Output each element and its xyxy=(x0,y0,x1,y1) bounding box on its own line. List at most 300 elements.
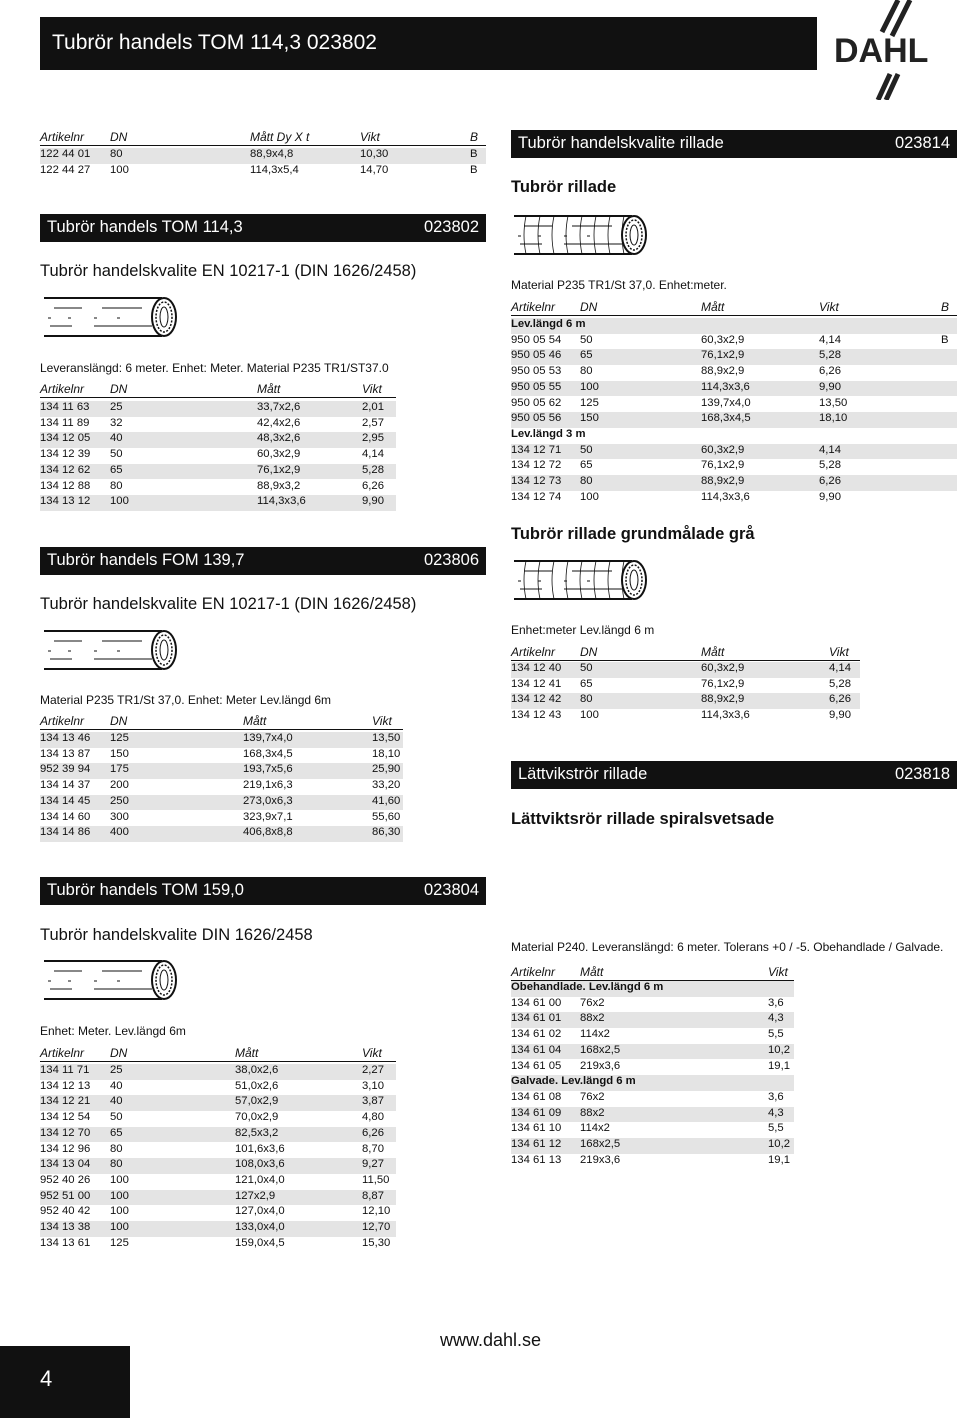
pipe-illustration xyxy=(42,625,182,675)
table-cell: 134 12 62 xyxy=(40,463,91,476)
table-cell: 127,0x4,0 xyxy=(235,1205,285,1218)
section-bar-023804: Tubrör handels TOM 159,0 023804 xyxy=(40,877,486,905)
table-cell: 134 12 74 xyxy=(511,490,562,503)
table-cell: 10,2 xyxy=(768,1138,790,1150)
table-cell: 6,26 xyxy=(819,475,841,487)
table-header: Artikelnr Mått Vikt xyxy=(511,965,794,981)
section-note: Material P240. Leveranslängd: 6 meter. Tolerans +0 / -5. Obehandlade / Galvade. xyxy=(511,940,944,954)
table-row xyxy=(511,678,860,694)
page-number: 4 xyxy=(40,1366,53,1391)
section-note: Material P235 TR1/St 37,0. Enhet: Meter Lev.längd 6m xyxy=(40,693,332,707)
table-cell: 5,28 xyxy=(829,677,851,690)
table-cell: 38,0x2,6 xyxy=(235,1064,279,1076)
table-row xyxy=(511,1012,794,1028)
table-cell: 108,0x3,6 xyxy=(235,1158,285,1171)
table-cell: 65 xyxy=(580,349,593,362)
table-row xyxy=(511,1060,794,1076)
table-cell: 134 14 45 xyxy=(40,794,91,807)
table-cell: 88,9x4,8 xyxy=(250,148,294,160)
table-cell: 134 12 41 xyxy=(511,677,562,690)
table-row xyxy=(40,1127,396,1143)
table-cell: 4,14 xyxy=(819,443,841,456)
table-cell: 134 61 08 xyxy=(511,1090,562,1103)
table-row xyxy=(40,1080,396,1096)
section-bar-023802: Tubrör handels TOM 114,3 023802 xyxy=(40,214,486,242)
table-cell: 5,28 xyxy=(819,459,841,472)
table-row xyxy=(40,732,403,748)
table-cell: 134 11 71 xyxy=(40,1064,90,1076)
table-cell: 134 61 04 xyxy=(511,1043,562,1056)
table-row xyxy=(40,748,403,764)
table-cell: 5,5 xyxy=(768,1028,784,1041)
table-cell: 134 13 38 xyxy=(40,1221,91,1233)
table-cell: 114,3x3,6 xyxy=(257,495,306,508)
table-cell: 100 xyxy=(110,163,129,176)
table-cell: 88x2 xyxy=(580,1106,605,1119)
table-cell: 10,2 xyxy=(768,1043,790,1056)
table-cell: 4,14 xyxy=(819,333,841,346)
table-cell: 2,27 xyxy=(362,1064,384,1076)
section-subtitle: Tubrör handelskvalite EN 10217-1 (DIN 1626/2458) xyxy=(40,262,417,280)
table-cell: 88,9x2,9 xyxy=(701,693,745,706)
table-row xyxy=(40,148,486,164)
table-header: Artikelnr DN Mått Vikt xyxy=(40,1046,396,1062)
pipe-illustration-ribbed xyxy=(512,210,652,260)
table-cell: 88,9x2,9 xyxy=(701,365,745,378)
table-cell: 33,20 xyxy=(372,779,401,792)
table-cell: 134 61 13 xyxy=(511,1153,562,1166)
table-cell: 9,27 xyxy=(362,1158,384,1171)
section-subtitle: Tubrör rillade grundmålade grå xyxy=(511,525,755,543)
section-subtitle: Tubrör handelskvalite DIN 1626/2458 xyxy=(40,926,313,944)
table-cell: B xyxy=(470,163,478,176)
table-row xyxy=(40,495,396,511)
page-title-bar xyxy=(40,17,817,70)
table-cell: 3,6 xyxy=(768,996,784,1009)
table-cell: 70,0x2,9 xyxy=(235,1111,279,1124)
ribbed-pipe-icon xyxy=(512,210,652,260)
table-cell: 950 05 62 xyxy=(511,396,562,409)
table-cell: 80 xyxy=(110,479,123,492)
pipe-illustration xyxy=(42,955,182,1005)
table-cell: 134 12 73 xyxy=(511,475,562,487)
table-cell: 4,14 xyxy=(829,662,851,674)
table-cell: 114x2 xyxy=(580,1122,610,1135)
table-cell: 114,3x3,6 xyxy=(701,380,750,393)
table-cell: 134 61 00 xyxy=(511,996,562,1009)
table-cell: 219x3,6 xyxy=(580,1153,621,1166)
table-cell: 134 61 05 xyxy=(511,1059,562,1072)
table-header: Artikelnr DN Mått Vikt B xyxy=(511,300,957,316)
table-cell: 40 xyxy=(110,432,123,445)
table-cell: 193,7x5,6 xyxy=(243,763,293,776)
table-cell: 134 12 13 xyxy=(40,1079,91,1092)
table-cell: 134 13 46 xyxy=(40,732,91,744)
pipe-icon xyxy=(42,292,182,342)
table-row xyxy=(40,826,403,842)
table-cell: 168x2,5 xyxy=(580,1043,621,1056)
table-row xyxy=(40,1111,396,1127)
table-row xyxy=(40,1174,396,1190)
table-cell: 9,90 xyxy=(362,495,384,508)
table-cell: 406,8x8,8 xyxy=(243,826,293,839)
table-cell: 8,87 xyxy=(362,1189,384,1202)
table-row xyxy=(40,1158,396,1174)
table-cell: 6,26 xyxy=(362,479,384,492)
table-cell: 12,10 xyxy=(362,1205,391,1218)
table-cell: 134 13 12 xyxy=(40,495,91,508)
table-cell: 5,28 xyxy=(819,349,841,362)
table-row xyxy=(511,459,957,475)
table-cell: 4,80 xyxy=(362,1111,384,1124)
table-cell: 9,90 xyxy=(819,380,841,393)
table-cell: 950 05 56 xyxy=(511,412,562,425)
table-cell: 952 51 00 xyxy=(40,1189,91,1202)
table-cell: 100 xyxy=(110,1221,129,1233)
table-cell: 134 12 72 xyxy=(511,459,562,472)
table-cell: 134 13 87 xyxy=(40,747,91,760)
table-cell: 134 11 89 xyxy=(40,416,90,429)
table-cell: 33,7x2,6 xyxy=(257,401,301,413)
section-bar-023814: Tubrör handelskvalite rillade 023814 xyxy=(511,130,957,158)
table-cell: 950 05 55 xyxy=(511,380,562,393)
table-cell: 950 05 53 xyxy=(511,365,562,378)
table-cell: 80 xyxy=(110,148,123,160)
table-cell: 65 xyxy=(580,459,593,472)
table-cell: 125 xyxy=(110,1236,129,1249)
table-row xyxy=(511,491,957,507)
table-cell: 134 12 54 xyxy=(40,1111,91,1124)
table-row xyxy=(40,417,396,433)
table-row xyxy=(40,1205,396,1221)
section-note: Material P235 TR1/St 37,0. Enhet:meter. xyxy=(511,278,727,292)
table-cell: 200 xyxy=(110,779,129,792)
table-cell: 134 61 10 xyxy=(511,1122,562,1135)
table-group-label xyxy=(511,318,957,334)
table-cell: 127x2,9 xyxy=(235,1189,276,1202)
table-cell: 300 xyxy=(110,810,129,823)
table-cell: 15,30 xyxy=(362,1236,391,1249)
table-row xyxy=(40,1143,396,1159)
table-header: Artikelnr DN Mått Vikt xyxy=(40,382,396,398)
table-cell: 139,7x4,0 xyxy=(243,732,293,744)
table-cell: 80 xyxy=(110,1142,123,1155)
table-cell: 76,1x2,9 xyxy=(257,463,301,476)
table-cell: 9,90 xyxy=(829,709,851,722)
table-cell: 50 xyxy=(110,448,123,461)
table-cell: 19,1 xyxy=(768,1153,790,1166)
table-row xyxy=(40,1221,396,1237)
table-header: Artikelnr DN Mått Vikt xyxy=(511,645,860,661)
table-cell: 88,9x3,2 xyxy=(257,479,301,492)
table-cell: 134 14 60 xyxy=(40,810,91,823)
table-row xyxy=(40,480,396,496)
table-cell: 88x2 xyxy=(580,1012,605,1025)
table-cell: 65 xyxy=(110,1126,123,1139)
table-row xyxy=(40,464,396,480)
table-cell: 82,5x3,2 xyxy=(235,1126,279,1139)
table-cell: 125 xyxy=(580,396,599,409)
table-cell: 40 xyxy=(110,1095,123,1108)
table-cell: 100 xyxy=(580,490,599,503)
logo-text: DAHL xyxy=(834,32,929,70)
table-cell: 80 xyxy=(580,693,593,706)
table-group-label xyxy=(511,428,957,444)
section-subtitle: Lättviktsrör rillade spiralsvetsade xyxy=(511,810,775,828)
table-cell: 100 xyxy=(110,495,129,508)
table-cell: 48,3x2,6 xyxy=(257,432,301,445)
table-row xyxy=(511,365,957,381)
table-cell: 76x2 xyxy=(580,1090,605,1103)
table-row xyxy=(40,401,396,417)
table-cell: 134 14 37 xyxy=(40,779,91,792)
table-cell: 76,1x2,9 xyxy=(701,349,745,362)
table-row xyxy=(40,164,486,180)
table-row xyxy=(511,412,957,428)
table-cell: 6,26 xyxy=(362,1126,384,1139)
table-row xyxy=(40,795,403,811)
table-cell: 50 xyxy=(580,443,593,456)
table-group-label xyxy=(511,1075,794,1091)
table-row xyxy=(40,448,396,464)
table-cell: 14,70 xyxy=(360,163,389,176)
table-cell: 114x2 xyxy=(580,1028,610,1041)
group-label: Lev.längd 3 m xyxy=(511,427,586,440)
table-row xyxy=(511,693,860,709)
table-cell: 3,87 xyxy=(362,1095,384,1108)
table-cell: 5,5 xyxy=(768,1122,784,1135)
section-note: Enhet:meter Lev.längd 6 m xyxy=(511,623,655,637)
table-cell: 8,70 xyxy=(362,1142,384,1155)
table-cell: 13,50 xyxy=(819,396,848,409)
table-cell: 100 xyxy=(110,1189,129,1202)
table-cell: 25 xyxy=(110,401,123,413)
group-label: Galvade. Lev.längd 6 m xyxy=(511,1075,636,1088)
section-bar-023818: Lättvikströr rillade 023818 xyxy=(511,761,957,789)
table-row xyxy=(511,1044,794,1060)
table-cell: 25,90 xyxy=(372,763,401,776)
table-cell: 60,3x2,9 xyxy=(701,662,745,674)
table-cell: 100 xyxy=(580,380,599,393)
table-cell: 57,0x2,9 xyxy=(235,1095,279,1108)
table-cell: 134 61 02 xyxy=(511,1028,562,1041)
table-group-label xyxy=(511,981,794,997)
table-cell: 51,0x2,6 xyxy=(235,1079,279,1092)
dahl-logo xyxy=(830,0,960,100)
table-cell: 168x2,5 xyxy=(580,1138,621,1150)
table-cell: 10,30 xyxy=(360,148,389,160)
table-cell: 134 12 88 xyxy=(40,479,91,492)
table-cell: 100 xyxy=(110,1205,129,1218)
section-note: Enhet: Meter. Lev.längd 6m xyxy=(40,1024,186,1038)
table-cell: 76,1x2,9 xyxy=(701,677,745,690)
table-cell: 114,3x3,6 xyxy=(701,709,750,722)
table-cell: 250 xyxy=(110,794,129,807)
table-cell: 76x2 xyxy=(580,996,605,1009)
table-row xyxy=(511,997,794,1013)
group-label: Lev.längd 6 m xyxy=(511,318,586,330)
table-cell: 60,3x2,9 xyxy=(701,443,745,456)
table-cell: 950 05 54 xyxy=(511,333,562,346)
table-row xyxy=(40,1190,396,1206)
table-cell: 175 xyxy=(110,763,129,776)
table-cell: B xyxy=(941,333,949,346)
table-cell: 19,1 xyxy=(768,1059,790,1072)
table-cell: 4,3 xyxy=(768,1012,784,1025)
table-cell: 219,1x6,3 xyxy=(243,779,293,792)
table-cell: 134 12 21 xyxy=(40,1095,91,1108)
table-row xyxy=(511,662,860,678)
table-header: Artikelnr DN Mått Dy X t Vikt B xyxy=(40,130,486,146)
table-cell: 323,9x7,1 xyxy=(243,810,293,823)
table-cell: 125 xyxy=(110,732,129,744)
table-cell: 139,7x4,0 xyxy=(701,396,751,409)
table-cell: 25 xyxy=(110,1064,123,1076)
table-cell: 80 xyxy=(580,365,593,378)
table-cell: 134 12 43 xyxy=(511,709,562,722)
table-cell: 114,3x3,6 xyxy=(701,490,750,503)
table-cell: 952 40 42 xyxy=(40,1205,91,1218)
table-cell: 12,70 xyxy=(362,1221,391,1233)
table-row xyxy=(511,1091,794,1107)
table-row xyxy=(511,381,957,397)
table-row xyxy=(40,1064,396,1080)
table-row xyxy=(511,1028,794,1044)
table-cell: 134 61 09 xyxy=(511,1106,562,1119)
table-cell: 134 12 70 xyxy=(40,1126,91,1139)
table-cell: 101,6x3,6 xyxy=(235,1142,285,1155)
table-cell: 950 05 46 xyxy=(511,349,562,362)
table-row xyxy=(40,432,396,448)
website-link[interactable]: www.dahl.se xyxy=(440,1330,542,1350)
table-row xyxy=(40,1237,396,1253)
table-row xyxy=(511,349,957,365)
table-cell: 3,6 xyxy=(768,1090,784,1103)
table-cell: 4,14 xyxy=(362,448,384,461)
table-cell: 134 13 61 xyxy=(40,1236,91,1249)
table-row xyxy=(511,1107,794,1123)
table-cell: 76,1x2,9 xyxy=(701,459,745,472)
table-cell: 122 44 01 xyxy=(40,148,91,160)
table-cell: 122 44 27 xyxy=(40,163,91,176)
table-cell: 100 xyxy=(110,1173,129,1186)
table-cell: 952 40 26 xyxy=(40,1173,91,1186)
table-cell: 4,3 xyxy=(768,1106,784,1119)
table-cell: 168,3x4,5 xyxy=(701,412,751,425)
table-row xyxy=(40,811,403,827)
table-cell: 134 12 39 xyxy=(40,448,91,461)
table-cell: 65 xyxy=(110,463,123,476)
table-cell: 134 61 12 xyxy=(511,1138,562,1150)
table-cell: 18,10 xyxy=(819,412,848,425)
table-cell: 168,3x4,5 xyxy=(243,747,293,760)
table-cell: 273,0x6,3 xyxy=(243,794,293,807)
table-cell: 400 xyxy=(110,826,129,839)
table-row xyxy=(40,1095,396,1111)
table-cell: B xyxy=(470,148,478,160)
table-cell: 134 12 71 xyxy=(511,443,562,456)
table-cell: 6,26 xyxy=(829,693,851,706)
pipe-icon xyxy=(42,955,182,1005)
section-subtitle: Tubrör rillade xyxy=(511,178,617,196)
ribbed-pipe-icon xyxy=(512,555,652,605)
table-cell: 952 39 94 xyxy=(40,763,91,776)
table-row xyxy=(40,779,403,795)
table-cell: 3,10 xyxy=(362,1079,384,1092)
table-cell: 88,9x2,9 xyxy=(701,475,745,487)
table-cell: 41,60 xyxy=(372,794,401,807)
table-cell: 134 61 01 xyxy=(511,1012,562,1025)
table-cell: 100 xyxy=(580,709,599,722)
table-cell: 50 xyxy=(110,1111,123,1124)
group-label: Obehandlade. Lev.längd 6 m xyxy=(511,981,664,993)
table-cell: 2,57 xyxy=(362,416,384,429)
table-cell: 6,26 xyxy=(819,365,841,378)
table-cell: 86,30 xyxy=(372,826,401,839)
table-cell: 2,01 xyxy=(362,401,384,413)
page-title: Tubrör handels TOM 114,3 023802 xyxy=(52,31,377,54)
page-number-box xyxy=(0,1346,130,1418)
table-cell: 60,3x2,9 xyxy=(257,448,301,461)
table-cell: 13,50 xyxy=(372,732,401,744)
table-cell: 134 12 40 xyxy=(511,662,562,674)
table-row xyxy=(511,1154,794,1170)
table-cell: 134 13 04 xyxy=(40,1158,91,1171)
table-cell: 134 12 42 xyxy=(511,693,562,706)
table-cell: 42,4x2,6 xyxy=(257,416,301,429)
section-bar-023806: Tubrör handels FOM 139,7 023806 xyxy=(40,547,486,575)
table-cell: 40 xyxy=(110,1079,123,1092)
table-row xyxy=(511,444,957,460)
table-cell: 134 11 63 xyxy=(40,401,90,413)
table-cell: 134 12 96 xyxy=(40,1142,91,1155)
table-cell: 50 xyxy=(580,662,593,674)
table-cell: 80 xyxy=(110,1158,123,1171)
table-cell: 9,90 xyxy=(819,490,841,503)
section-note: Leveranslängd: 6 meter. Enhet: Meter. Material P235 TR1/ST37.0 xyxy=(40,361,389,375)
table-cell: 159,0x4,5 xyxy=(235,1236,285,1249)
table-row xyxy=(511,397,957,413)
table-header: Artikelnr DN Mått Vikt xyxy=(40,714,403,730)
table-cell: 134 14 86 xyxy=(40,826,91,839)
table-row xyxy=(511,1122,794,1138)
table-cell: 50 xyxy=(580,333,593,346)
section-subtitle: Tubrör handelskvalite EN 10217-1 (DIN 1626/2458) xyxy=(40,595,417,613)
table-cell: 121,0x4,0 xyxy=(235,1173,285,1186)
table-cell: 32 xyxy=(110,416,123,429)
table-row xyxy=(511,709,860,725)
table-row xyxy=(511,334,957,350)
table-cell: 134 12 05 xyxy=(40,432,91,445)
table-row xyxy=(511,475,957,491)
table-cell: 150 xyxy=(580,412,599,425)
table-cell: 65 xyxy=(580,677,593,690)
table-cell: 219x3,6 xyxy=(580,1059,621,1072)
table-cell: 2,95 xyxy=(362,432,384,445)
table-cell: 114,3x5,4 xyxy=(250,163,299,176)
table-cell: 80 xyxy=(580,475,593,487)
table-row xyxy=(511,1138,794,1154)
table-cell: 133,0x4,0 xyxy=(235,1221,285,1233)
table-cell: 18,10 xyxy=(372,747,401,760)
table-cell: 5,28 xyxy=(362,463,384,476)
table-cell: 55,60 xyxy=(372,810,401,823)
pipe-icon xyxy=(42,625,182,675)
pipe-illustration-ribbed xyxy=(512,555,652,605)
table-cell: 60,3x2,9 xyxy=(701,333,745,346)
table-row xyxy=(40,763,403,779)
pipe-illustration xyxy=(42,292,182,342)
